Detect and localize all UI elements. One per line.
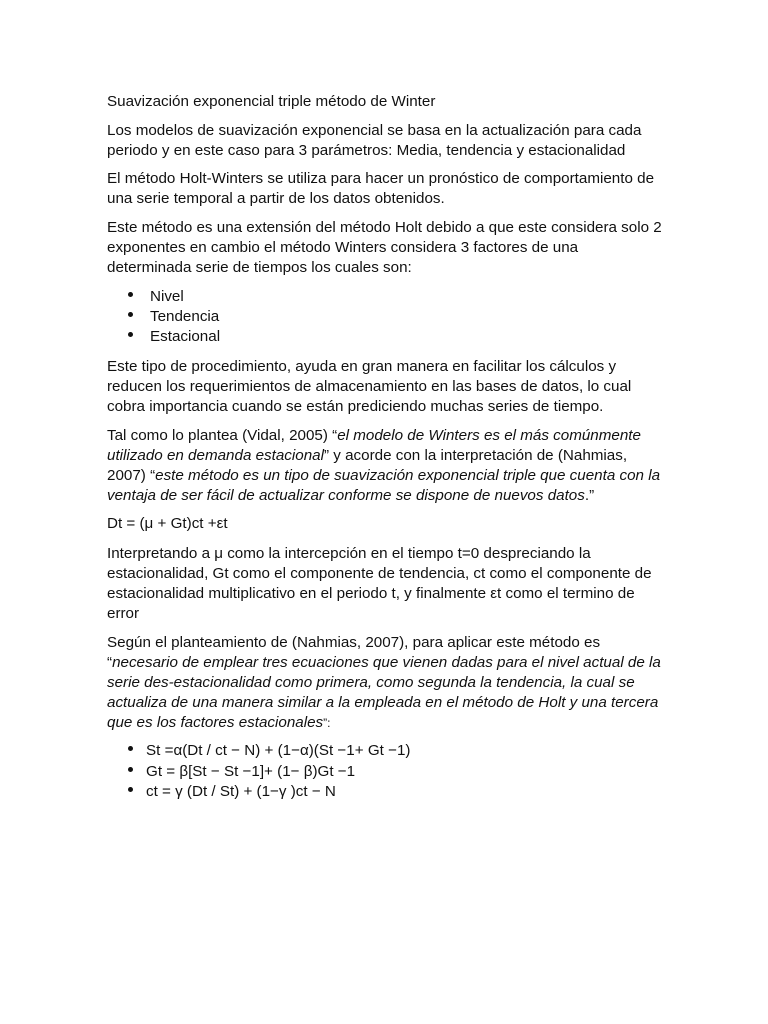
text-line [107,446,667,466]
list-item-label: Nivel [150,288,184,305]
list-item-estacional [128,327,220,347]
list-item-label: Estacional [150,328,221,345]
text-line: periodo y en este caso para 3 parámetros: Media, tendencia y estacionalidad [107,142,626,159]
quote-text: utilizado en demanda estacional [107,447,324,464]
formula-dt: Dt = (μ + Gt)ct +εt [107,515,228,532]
equation-seasonal [128,782,336,802]
paragraph-interpretation [107,544,667,624]
list-item-tendencia [128,307,219,327]
text-line [107,673,667,693]
text-line: exponentes en cambio el método Winters considera 3 factores de una [107,239,579,256]
quote-text: serie des-estacionalidad como primera, como segunda la tendencia, la cual se [107,674,635,691]
paragraph-procedure [107,357,667,417]
equation-trend [128,762,355,782]
text-segment: “ [107,654,113,671]
paragraph-nahmias [107,633,667,733]
text-line: reducen los requerimientos de almacenamiento en las bases de datos, lo cual [107,378,632,395]
text-line [107,653,667,673]
paragraph-holt-winters [107,169,667,209]
quote-text: actualiza de una manera similar a la empleada en el método de Holt y una tercera [107,694,659,711]
text-segment: .” [584,487,595,504]
text-line: Interpretando a μ como la intercepción en el tiempo t=0 despreciando la [107,545,591,562]
list-item-nivel [128,287,184,307]
quote-text: el modelo de Winters es el más comúnmente [337,427,641,444]
text-line [107,466,667,486]
text-line: Este método es una extensión del método Holt debido a que este considera solo 2 [107,219,662,236]
document-title: Suavización exponencial triple método de Winter [107,93,436,110]
quote-text: que es los factores estacionales [107,714,324,731]
text-line [107,426,667,446]
paragraph-method-extension [107,218,667,278]
paragraph-citations [107,426,667,506]
text-line [107,713,667,733]
list-item-label: Tendencia [150,308,220,325]
text-line: estacionalidad, Gt como el componente de tendencia, ct como el componente de [107,565,652,582]
text-line: Los modelos de suavización exponencial se basa en la actualización para cada [107,122,642,139]
text-line [107,486,667,506]
text-line: cobra importancia cuando se están prediciendo muchas series de tiempo. [107,398,604,415]
text-line: error [107,605,140,622]
text-line: determinada serie de tiempos los cuales son: [107,259,412,276]
text-line [107,693,667,713]
quote-text: este método es un tipo de suavización exponencial triple que cuenta con la [155,467,661,484]
quote-text: necesario de emplear tres ecuaciones que vienen dadas para el nivel actual de la [112,654,661,671]
bullet-icon [128,767,133,772]
equation-text: Gt = β[St − St −1]+ (1− β)Gt −1 [146,763,356,780]
equation-text: ct = γ (Dt / St) + (1−γ )ct − N [146,783,336,800]
equation-text: St =α(Dt / ct − N) + (1−α)(St −1+ Gt −1) [146,742,411,759]
bullet-icon [128,292,133,297]
text-segment: ” y acorde con la interpretación de (Nahmias, [324,447,628,464]
bullet-icon [128,746,133,751]
text-line: El método Holt-Winters se utiliza para hacer un pronóstico de comportamiento de [107,170,655,187]
text-line: una serie temporal a partir de los datos obtenidos. [107,190,445,207]
paragraph-intro [107,121,667,161]
bullet-icon [128,332,133,337]
text-line: estacionalidad multiplicativo en el periodo t, y finalmente εt como el termino de [107,585,635,602]
text-segment: 2007) “ [107,467,156,484]
text-segment: ”: [323,716,331,730]
bullet-icon [128,787,133,792]
equation-level [128,741,410,761]
text-line: Según el planteamiento de (Nahmias, 2007), para aplicar este método es [107,634,601,651]
text-segment: Tal como lo plantea (Vidal, 2005) “ [107,427,338,444]
text-line: Este tipo de procedimiento, ayuda en gran manera en facilitar los cálculos y [107,358,617,375]
bullet-icon [128,312,133,317]
quote-text: ventaja de ser fácil de actualizar conforme se dispone de nuevos datos [107,487,585,504]
